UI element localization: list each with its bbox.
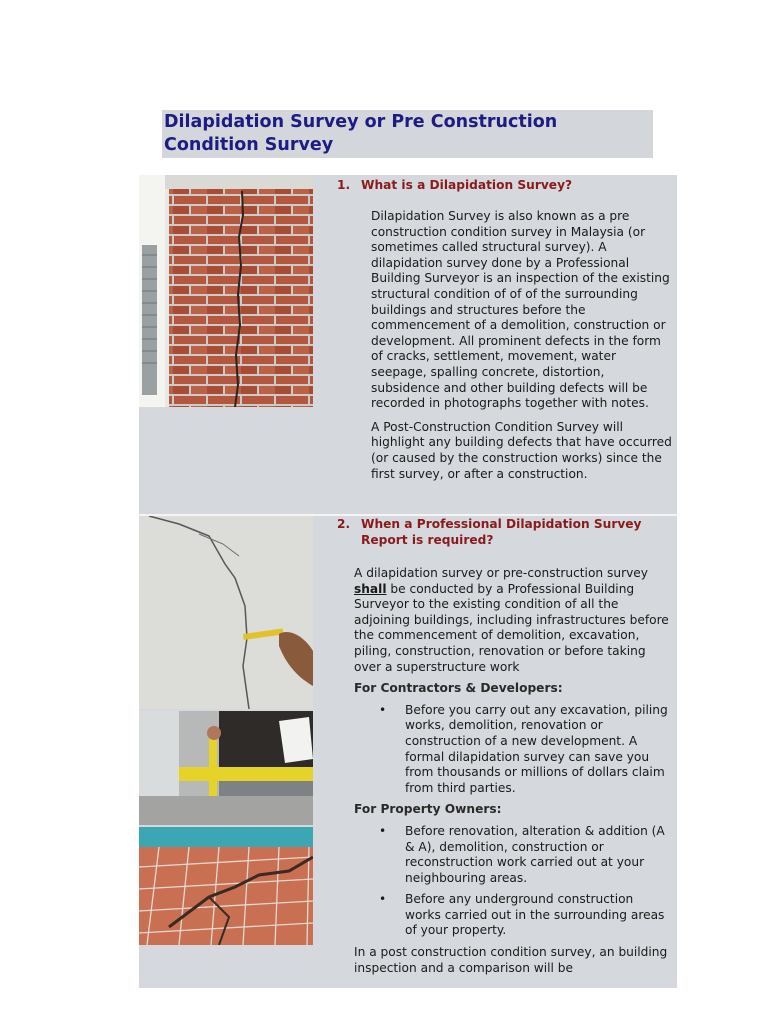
section2-heading-line2: Report is required? bbox=[361, 533, 494, 547]
owners-heading: For Property Owners: bbox=[354, 802, 502, 817]
section2-closing: In a post construction condition survey, an building inspection and a comparison will be bbox=[354, 945, 668, 975]
section1-paragraph2: A Post-Construction Condition Survey will highlight any building defects that have occurred (or caused by the construction works) since the first survey, or after a construction. bbox=[371, 419, 672, 481]
cracked-tiles-photo bbox=[139, 827, 313, 945]
list-item bbox=[379, 892, 672, 939]
section1-number: 1. bbox=[337, 178, 351, 192]
contractors-heading: For Contractors & Developers: bbox=[354, 681, 563, 696]
bullet-icon: • bbox=[379, 892, 387, 907]
section1-content bbox=[337, 177, 672, 482]
section1-heading-text: What is a Dilapidation Survey? bbox=[361, 178, 573, 192]
spirit-level-photo bbox=[139, 711, 313, 825]
list-item bbox=[379, 703, 672, 797]
brick-wall-crack-photo bbox=[139, 175, 313, 407]
list-item-text: Before you carry out any excavation, piling works, demolition, renovation or construction of a new development. A formal dilapidation survey can save you from thousands or millions of dollars claim from third parties. bbox=[405, 702, 668, 795]
intro-emphasis: shall bbox=[354, 581, 387, 596]
wall-crack-measurement-photo bbox=[139, 516, 313, 709]
section2-content bbox=[337, 516, 672, 976]
section2-heading bbox=[337, 516, 672, 548]
page-title: Dilapidation Survey or Pre Construction Condition Survey bbox=[164, 112, 558, 155]
section1-heading bbox=[337, 177, 672, 193]
section2-number: 2. bbox=[337, 517, 351, 531]
section1-paragraph1: Dilapidation Survey is also known as a pre construction condition survey in Malaysia (or sometimes called structural survey). A dilapidation survey done by a Professional Building Surveyor is an inspection of the existing structural condition of of of the surrounding buildings and structures before the commencement of a demolition, construction or development. All prominent defects in the form of cracks, settlement, movement, water seepage, spalling concrete, distortion, subsidence and other building defects will be recorded in photographs together with notes. bbox=[371, 209, 670, 411]
bullet-icon: • bbox=[379, 823, 387, 838]
list-item bbox=[379, 824, 672, 886]
title-bar bbox=[162, 110, 653, 158]
intro-text-end: be conducted by a Professional Building Surveyor to the existing condition of all the adjoining buildings, including infrastructures before the commencement of demolition, excavation, piling, construction, renovation or before taking over a superstructure work bbox=[354, 581, 669, 674]
list-item-text: Before any underground construction works carried out in the surrounding areas of your property. bbox=[405, 892, 665, 938]
list-item-text: Before renovation, alteration & addition (A & A), demolition, construction or reconstruction work carried out at your neighbouring areas. bbox=[405, 823, 665, 885]
intro-text-start: A dilapidation survey or pre-construction survey bbox=[354, 566, 649, 580]
section-when-required-panel bbox=[139, 516, 677, 988]
section2-heading-line1: When a Professional Dilapidation Survey bbox=[361, 517, 642, 531]
bullet-icon: • bbox=[379, 702, 387, 717]
section-what-is-panel bbox=[139, 175, 677, 514]
section2-intro bbox=[354, 566, 672, 675]
